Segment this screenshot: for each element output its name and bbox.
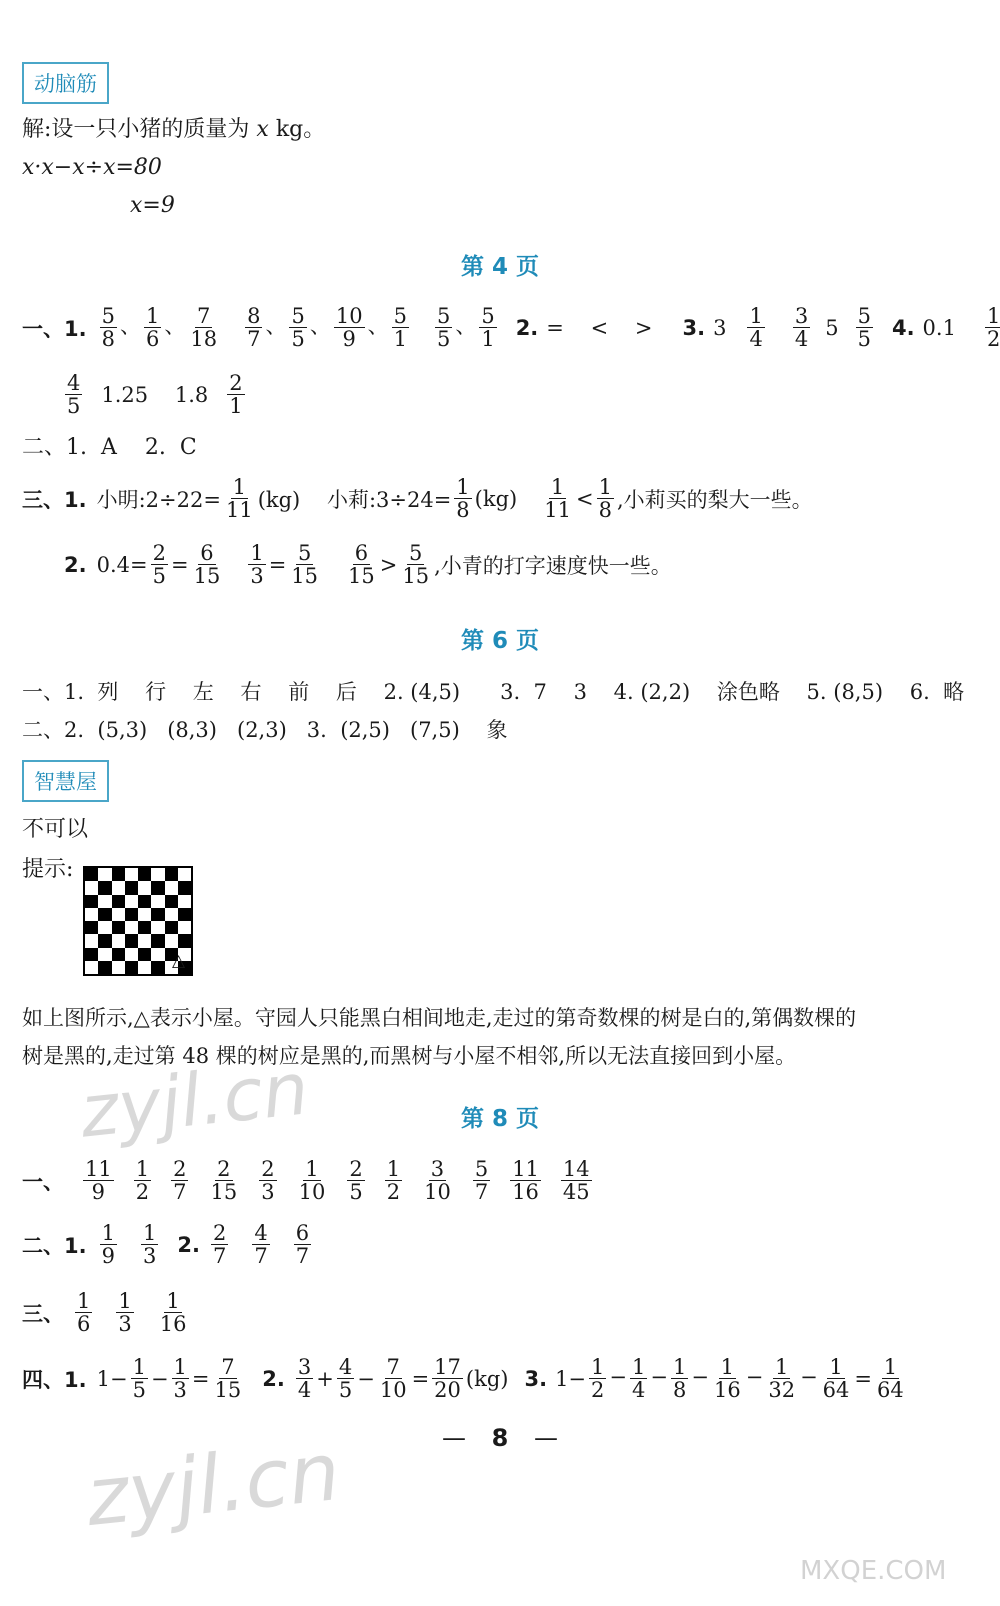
fraction: $\frac{1}{2}$ [591, 1355, 605, 1402]
fraction: $\frac{5}{1}$ [481, 304, 495, 351]
equals-sign: = [268, 552, 287, 577]
p8-san-line [22, 1290, 191, 1335]
fraction: $\frac{1}{2}$ [135, 1157, 150, 1204]
fraction: $\frac{5}{5}$ [857, 304, 871, 351]
q-label: 4. [891, 315, 915, 340]
board-cell [165, 868, 178, 881]
q-label: 2. [177, 1232, 200, 1257]
p4-line2 [62, 372, 248, 417]
board-cell [125, 908, 138, 921]
p4-san-line2 [64, 542, 672, 587]
board-cell [178, 881, 191, 894]
fraction: $\frac{1}{16}$ [713, 1355, 741, 1402]
p4-er-answers: 二、1. A 2. C [22, 435, 197, 460]
p4-line1 [22, 305, 1000, 350]
p4-san-line1 [22, 476, 813, 521]
fraction: $\frac{14}{45}$ [562, 1157, 590, 1204]
fraction: $\frac{1}{3}$ [173, 1355, 187, 1402]
answer-value: 3 [713, 315, 727, 340]
equals-sign: = [411, 1366, 430, 1391]
fraction: $\frac{2}{3}$ [261, 1157, 275, 1204]
watermark-zyjl-1: zyjl.cn [76, 1046, 313, 1154]
minus-sign: − [150, 1366, 169, 1391]
board-cell [112, 921, 125, 934]
fraction: $\frac{1}{64}$ [822, 1355, 850, 1402]
fraction: $\frac{5}{15}$ [402, 541, 430, 588]
fraction: $\frac{1}{2}$ [386, 1157, 401, 1204]
q-label: 二、1. [22, 1233, 87, 1258]
unit-text: kg。 [275, 117, 326, 142]
equation-2: x=9 [130, 193, 175, 218]
p8-yi-line [22, 1158, 595, 1203]
fraction: $\frac{7}{15}$ [214, 1355, 242, 1402]
board-cell [165, 934, 178, 947]
fraction: $\frac{1}{8}$ [456, 475, 470, 522]
equals-sign: = [854, 1366, 873, 1391]
board-cell [98, 908, 111, 921]
calc-text: 1− [555, 1366, 587, 1391]
section-title-page6: 第 6 页 [460, 628, 540, 654]
fraction: $\frac{11}{9}$ [85, 1157, 112, 1204]
board-cell [178, 921, 191, 934]
q-label: 2. [515, 315, 539, 340]
fraction: $\frac{6}{15}$ [348, 541, 375, 588]
board-cell [138, 881, 151, 894]
board-cell [138, 934, 151, 947]
p4-q3-fractions [744, 305, 813, 350]
board-cell [125, 895, 138, 908]
board-cell [125, 961, 138, 974]
board-cell [85, 948, 98, 961]
calc-text: 0.4= [96, 552, 148, 577]
fraction: $\frac{6}{7}$ [295, 1221, 310, 1268]
fraction: $\frac{1}{8}$ [598, 475, 612, 522]
board-cell [178, 895, 191, 908]
fraction: $\frac{7}{10}$ [379, 1355, 407, 1402]
fraction: $\frac{1}{3}$ [142, 1221, 157, 1268]
q-label: 一、 [22, 1169, 64, 1194]
board-cell [151, 868, 164, 881]
fraction: $\frac{1}{10}$ [298, 1157, 326, 1204]
equals-sign: = [170, 552, 189, 577]
fraction: $\frac{1}{4}$ [632, 1355, 646, 1402]
board-cell [178, 908, 191, 921]
fraction: $\frac{5}{8}$ [101, 304, 115, 351]
board-cell [125, 868, 138, 881]
board-cell [178, 868, 191, 881]
q-label: 3. [524, 1366, 548, 1391]
board-cell [138, 948, 151, 961]
board-cell [85, 895, 98, 908]
q-label: 三、1. [22, 487, 87, 512]
board-cell [165, 895, 178, 908]
watermark-zyjl-2: zyjl.cn [81, 1424, 345, 1545]
board-cell [125, 881, 138, 894]
p8-er-line [22, 1222, 314, 1267]
zh-paragraph-line1: 如上图所示,△表示小屋。守园人只能黑白相间地走,走过的第奇数棵的树是白的,第偶数棵的 [22, 1006, 857, 1030]
board-cell [112, 868, 125, 881]
board-cell [112, 961, 125, 974]
conclusion-text: ,小莉买的梨大一些。 [616, 487, 813, 512]
fraction: $\frac{1}{64}$ [877, 1355, 904, 1402]
section-tag-dongnaojin: 动脑筋 [22, 62, 109, 104]
p6-line1: 一、1. 列 行 左 右 前 后 2. (4,5) 3. 7 3 4. (2,2) 涂色略 5. (8,5) 6. 略 [22, 680, 965, 704]
fraction: $\frac{10}{9}$ [335, 304, 363, 351]
q-label: 3. [682, 315, 706, 340]
fraction: $\frac{5}{1}$ [393, 304, 407, 351]
fraction: $\frac{3}{4}$ [794, 304, 809, 351]
unit-text: (kg) [474, 486, 518, 511]
fraction: $\frac{1}{9}$ [101, 1221, 115, 1268]
calc-text: (kg) 小莉:3÷24= [257, 487, 452, 512]
board-cell [138, 961, 151, 974]
section-title-page8: 第 8 页 [460, 1106, 540, 1132]
calc-text: 1− [96, 1366, 128, 1391]
variable-x: x [256, 117, 269, 142]
fraction: $\frac{1}{8}$ [673, 1355, 687, 1402]
fraction: $\frac{17}{20}$ [434, 1355, 461, 1402]
less-than-sign: < [575, 486, 594, 511]
fraction: $\frac{6}{15}$ [193, 541, 221, 588]
q-label: 2. [262, 1366, 285, 1391]
zh-paragraph-line2: 树是黑的,走过第 48 棵的树应是黑的,而黑树与小屋不相邻,所以无法直接回到小屋。 [22, 1044, 797, 1068]
plus-sign: + [316, 1366, 334, 1391]
board-cell [138, 921, 151, 934]
fraction: $\frac{5}{5}$ [291, 304, 305, 351]
fraction: $\frac{3}{4}$ [297, 1355, 312, 1402]
fraction: $\frac{2}{5}$ [152, 541, 166, 588]
board-cell [85, 908, 98, 921]
board-cell [98, 934, 111, 947]
fraction: $\frac{1}{16}$ [159, 1289, 187, 1336]
board-cell [151, 961, 164, 974]
board-cell [112, 895, 125, 908]
answer-value: 0.1 [922, 315, 956, 340]
fraction: $\frac{1}{2}$ [985, 305, 1000, 350]
board-cell [112, 934, 125, 947]
page-number-value: 8 [491, 1424, 509, 1452]
board-cell [112, 948, 125, 961]
p8-san-fractions [72, 1290, 191, 1335]
board-cell [98, 961, 111, 974]
board-cell [151, 895, 164, 908]
board-cell [138, 908, 151, 921]
dash: — [533, 1424, 558, 1452]
p8-er1-fractions [97, 1222, 162, 1267]
board-cell [85, 868, 98, 881]
q-label: 2. [64, 552, 87, 577]
board-cell [85, 934, 98, 947]
board-cell [125, 948, 138, 961]
fraction: $\frac{8}{7}$ [247, 304, 261, 351]
equation-1: x·x−x÷x=80 [22, 155, 162, 180]
board-cell [165, 881, 178, 894]
fraction: $\frac{5}{5}$ [436, 304, 451, 351]
board-cell [112, 908, 125, 921]
fraction: $\frac{2}{15}$ [210, 1157, 238, 1204]
board-cell [151, 908, 164, 921]
fraction: $\frac{1}{11}$ [225, 475, 253, 522]
board-cell [98, 895, 111, 908]
board-cell [138, 868, 151, 881]
fraction: $\frac{1}{5}$ [132, 1355, 146, 1402]
board-cell [85, 961, 98, 974]
board-cell [138, 895, 151, 908]
zh-hint-label: 提示: [22, 857, 74, 882]
board-cell [151, 921, 164, 934]
fraction: $\frac{4}{5}$ [67, 371, 81, 418]
board-cell [178, 934, 191, 947]
greater-than-sign: > [379, 552, 398, 577]
equals-sign: = [191, 1366, 210, 1391]
fraction: $\frac{3}{10}$ [424, 1157, 451, 1204]
compare-answers: = < > [546, 315, 653, 340]
p8-si-line [22, 1356, 909, 1401]
dash: — [442, 1424, 466, 1452]
fraction: $\frac{5}{15}$ [291, 541, 319, 588]
fraction: $\frac{1}{6}$ [145, 304, 160, 351]
fraction: $\frac{11}{16}$ [512, 1157, 539, 1204]
board-cell [98, 948, 111, 961]
fraction: $\frac{4}{7}$ [254, 1221, 268, 1268]
section-tag-zhihuiwu: 智慧屋 [22, 760, 109, 802]
board-cell [125, 934, 138, 947]
q-label: 三、 [22, 1301, 64, 1326]
fraction: $\frac{1}{3}$ [118, 1289, 132, 1336]
board-cell [151, 934, 164, 947]
board-cell [165, 908, 178, 921]
watermark-mxqe: MXQE.COM [800, 1556, 947, 1586]
zh-answer: 不可以 [22, 817, 89, 842]
p8-er2-fractions [208, 1222, 314, 1267]
board-cell [85, 921, 98, 934]
fraction: $\frac{2}{7}$ [212, 1221, 227, 1268]
fraction: $\frac{2}{1}$ [229, 371, 243, 418]
section-title-page4: 第 4 页 [460, 254, 540, 280]
unit-text: (kg) [465, 1366, 509, 1391]
p8-yi-fractions [80, 1158, 595, 1203]
answer-values: 1.25 1.8 [101, 382, 209, 407]
fraction: $\frac{1}{3}$ [250, 541, 264, 588]
board-cell [151, 948, 164, 961]
q-label: 一、1. [22, 316, 87, 341]
fraction: $\frac{4}{5}$ [338, 1355, 353, 1402]
fraction: $\frac{2}{5}$ [349, 1157, 363, 1204]
p6-line2: 二、2. (5,3) (8,3) (2,3) 3. (2,5) (7,5) 象 [22, 718, 508, 742]
fraction: $\frac{1}{11}$ [544, 475, 571, 522]
board-cell [98, 921, 111, 934]
house-triangle-icon: △ [172, 951, 186, 971]
fraction: $\frac{5}{7}$ [474, 1157, 489, 1204]
fraction: $\frac{1}{32}$ [768, 1355, 796, 1402]
fraction: $\frac{2}{7}$ [173, 1157, 187, 1204]
p8-si3-fractions: $\frac{1}{2}$ − $\frac{1}{4}$ − $\frac{1}{8}$ − $\frac{1}{16}$ − $\frac{1}{32}$ − $\frac{1}{64}$ [591, 1355, 850, 1402]
board-cell [125, 921, 138, 934]
board-cell [98, 881, 111, 894]
board-cell [151, 881, 164, 894]
solution-line-1 [22, 116, 325, 144]
board-cell [98, 868, 111, 881]
board-cell [165, 921, 178, 934]
p4-fraction-list: $\frac{5}{8}$ 、 $\frac{1}{6}$ 、 $\frac{7}{18}$ $\frac{8}{7}$ 、 $\frac{5}{5}$ 、 $\frac{10}{9}$ 、 $\frac{5}{1}$ $\frac{5}{5}$ 、 $\frac{5}{1}$ [101, 304, 495, 351]
minus-sign: − [357, 1366, 375, 1391]
fraction: $\frac{1}{6}$ [77, 1289, 91, 1336]
fraction: $\frac{7}{18}$ [190, 304, 218, 351]
board-cell [85, 881, 98, 894]
q-label: 四、1. [22, 1367, 87, 1392]
calc-text: 小明:2÷22= [96, 487, 221, 512]
conclusion-text: ,小青的打字速度快一些。 [434, 553, 672, 578]
solution-text: 解:设一只小猪的质量为 [22, 117, 250, 142]
board-cell [112, 881, 125, 894]
answer-value: 5 [825, 315, 839, 340]
fraction: $\frac{1}{4}$ [749, 304, 763, 351]
